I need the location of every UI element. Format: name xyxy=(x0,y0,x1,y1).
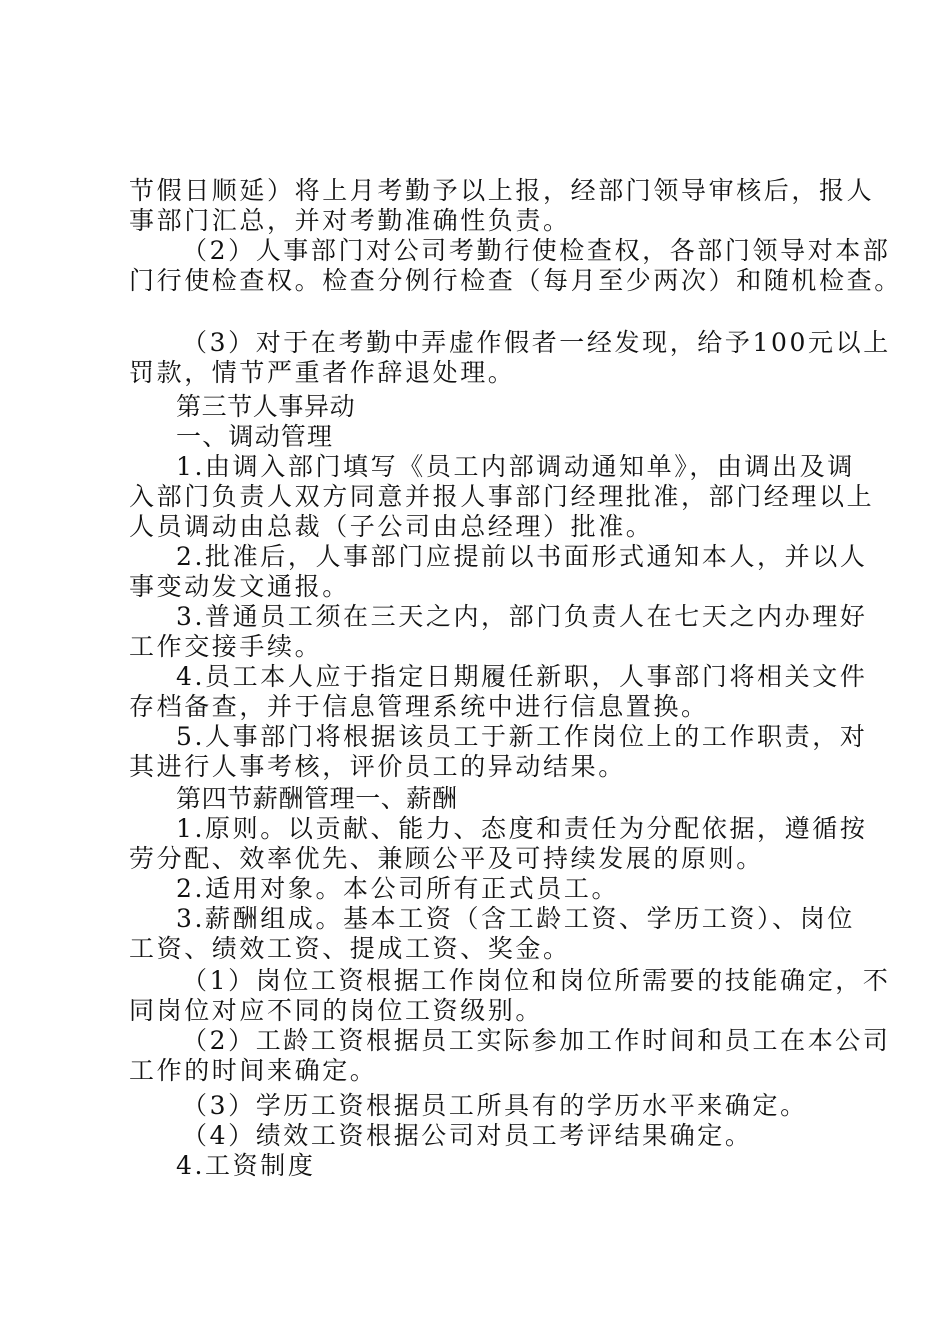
text-line: 2.适用对象。本公司所有正式员工。 xyxy=(176,874,620,903)
section-heading: 第四节薪酬管理一、薪酬 xyxy=(176,784,458,813)
text-line: 存档备查，并于信息管理系统中进行信息置换。 xyxy=(129,692,709,721)
text-line: 工资、绩效工资、提成工资、奖金。 xyxy=(129,934,571,963)
text-line: （4）绩效工资根据公司对员工考评结果确定。 xyxy=(182,1121,753,1150)
section-heading: 第三节人事异动 xyxy=(176,392,356,421)
text-line: 入部门负责人双方同意并报人事部门经理批准，部门经理以上 xyxy=(129,482,875,511)
text-line: （2）人事部门对公司考勤行使检查权，各部门领导对本部 xyxy=(182,236,891,265)
text-line: 节假日顺延）将上月考勤予以上报，经部门领导审核后，报人 xyxy=(129,176,875,205)
text-line: 1.由调入部门填写《员工内部调动通知单》，由调出及调 xyxy=(176,452,855,481)
text-line: （1）岗位工资根据工作岗位和岗位所需要的技能确定，不 xyxy=(182,966,891,995)
text-line: 同岗位对应不同的岗位工资级别。 xyxy=(129,996,544,1025)
text-line: 1.原则。以贡献、能力、态度和责任为分配依据，遵循按 xyxy=(176,814,868,843)
text-line: 事部门汇总，并对考勤准确性负责。 xyxy=(129,206,571,235)
subsection-heading: 一、调动管理 xyxy=(176,422,334,451)
text-line: 3.普通员工须在三天之内，部门负责人在七天之内办理好 xyxy=(176,602,868,631)
text-line: 罚款，情节严重者作辞退处理。 xyxy=(129,358,516,387)
text-line: 5.人事部门将根据该员工于新工作岗位上的工作职责，对 xyxy=(176,722,868,751)
text-line: （2）工龄工资根据员工实际参加工作时间和员工在本公司 xyxy=(182,1026,891,1055)
text-line: （3）学历工资根据员工所具有的学历水平来确定。 xyxy=(182,1091,808,1120)
text-line: 工作交接手续。 xyxy=(129,632,323,661)
text-line: 其进行人事考核，评价员工的异动结果。 xyxy=(129,752,626,781)
text-line: 4.员工本人应于指定日期履任新职，人事部门将相关文件 xyxy=(176,662,868,691)
text-line: 事变动发文通报。 xyxy=(129,572,350,601)
text-line: 3.薪酬组成。基本工资（含工龄工资、学历工资）、岗位 xyxy=(176,904,855,933)
text-line: 工作的时间来确定。 xyxy=(129,1056,378,1085)
text-line: （3）对于在考勤中弄虚作假者一经发现，给予100元以上 xyxy=(182,328,891,357)
text-line: 4.工资制度 xyxy=(176,1151,316,1180)
text-line: 2.批准后，人事部门应提前以书面形式通知本人，并以人 xyxy=(176,542,868,571)
text-line: 劳分配、效率优先、兼顾公平及可持续发展的原则。 xyxy=(129,844,764,873)
text-line: 门行使检查权。检查分例行检查（每月至少两次）和随机检查。 xyxy=(129,266,902,295)
text-line: 人员调动由总裁（子公司由总经理）批准。 xyxy=(129,512,654,541)
